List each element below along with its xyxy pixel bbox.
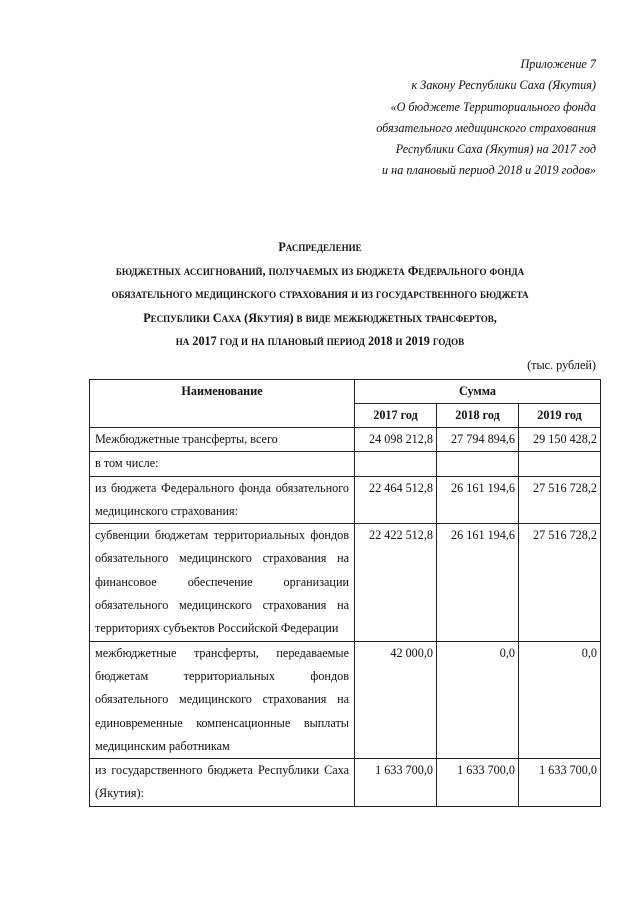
row-value-2017	[355, 452, 437, 476]
document-title	[0, 236, 640, 354]
header-name: Наименование	[90, 380, 355, 428]
table-row	[90, 759, 601, 807]
budget-table	[89, 379, 601, 807]
units-label: (тыс. рублей)	[527, 358, 596, 372]
row-name: субвенции бюджетам территориальных фондов обязательного медицинского страхования на финансовое обеспечение организации обязательного медицинского страхования на территориях субъектов Российской Федерации	[90, 524, 355, 641]
table-header-row	[90, 380, 601, 404]
appendix-line: к Закону Республики Саха (Якутия)	[411, 78, 596, 93]
appendix-line: Приложение 7	[520, 57, 596, 71]
row-value-2019: 29 150 428,2	[519, 428, 601, 452]
title-line: на 2017 год и на плановый период 2018 и 2019 годов	[175, 334, 465, 348]
table-row	[90, 476, 601, 524]
row-value-2018: 26 161 194,6	[437, 524, 519, 641]
row-name: из государственного бюджета Республики Саха (Якутия):	[90, 759, 355, 807]
table-row	[90, 452, 601, 476]
appendix-heading	[376, 54, 596, 182]
appendix-line: и на плановый период 2018 и 2019 годов»	[382, 163, 596, 178]
row-value-2018	[437, 452, 519, 476]
row-value-2018: 27 794 894,6	[437, 428, 519, 452]
row-value-2017: 42 000,0	[355, 641, 437, 758]
row-value-2017: 1 633 700,0	[355, 759, 437, 807]
table-row	[90, 641, 601, 758]
header-year-2018: 2018 год	[437, 404, 519, 428]
table-row	[90, 524, 601, 641]
row-value-2019: 1 633 700,0	[519, 759, 601, 807]
appendix-line: обязательного медицинского страхования	[376, 120, 596, 135]
table-row	[90, 428, 601, 452]
appendix-line: Республики Саха (Якутия) на 2017 год	[395, 142, 596, 157]
title-line: бюджетных ассигнований, получаемых из бюджета Федерального фонда	[115, 263, 525, 278]
row-name: Межбюджетные трансферты, всего	[90, 428, 355, 452]
header-year-2017: 2017 год	[355, 404, 437, 428]
row-value-2017: 22 422 512,8	[355, 524, 437, 641]
header-year-2019: 2019 год	[519, 404, 601, 428]
title-line: Распределение	[278, 240, 362, 254]
appendix-line: «О бюджете Территориального фонда	[390, 99, 596, 114]
row-name: межбюджетные трансферты, передаваемые бюджетам территориальных фондов обязательного медицинского страхования на единовременные компенсационные выплаты медицинским работникам	[90, 641, 355, 758]
row-value-2019: 27 516 728,2	[519, 476, 601, 524]
title-line: Республики Саха (Якутия) в виде межбюджетных трансфертов,	[143, 310, 497, 325]
row-name: из бюджета Федерального фонда обязательного медицинского страхования:	[90, 476, 355, 524]
row-value-2019	[519, 452, 601, 476]
row-value-2019: 0,0	[519, 641, 601, 758]
title-line: обязательного медицинского страхования и из государственного бюджета	[111, 287, 529, 301]
row-value-2017: 24 098 212,8	[355, 428, 437, 452]
row-value-2019: 27 516 728,2	[519, 524, 601, 641]
row-value-2018: 26 161 194,6	[437, 476, 519, 524]
header-sum: Сумма	[355, 380, 601, 404]
row-name: в том числе:	[90, 452, 355, 476]
row-value-2017: 22 464 512,8	[355, 476, 437, 524]
row-value-2018: 1 633 700,0	[437, 759, 519, 807]
row-value-2018: 0,0	[437, 641, 519, 758]
